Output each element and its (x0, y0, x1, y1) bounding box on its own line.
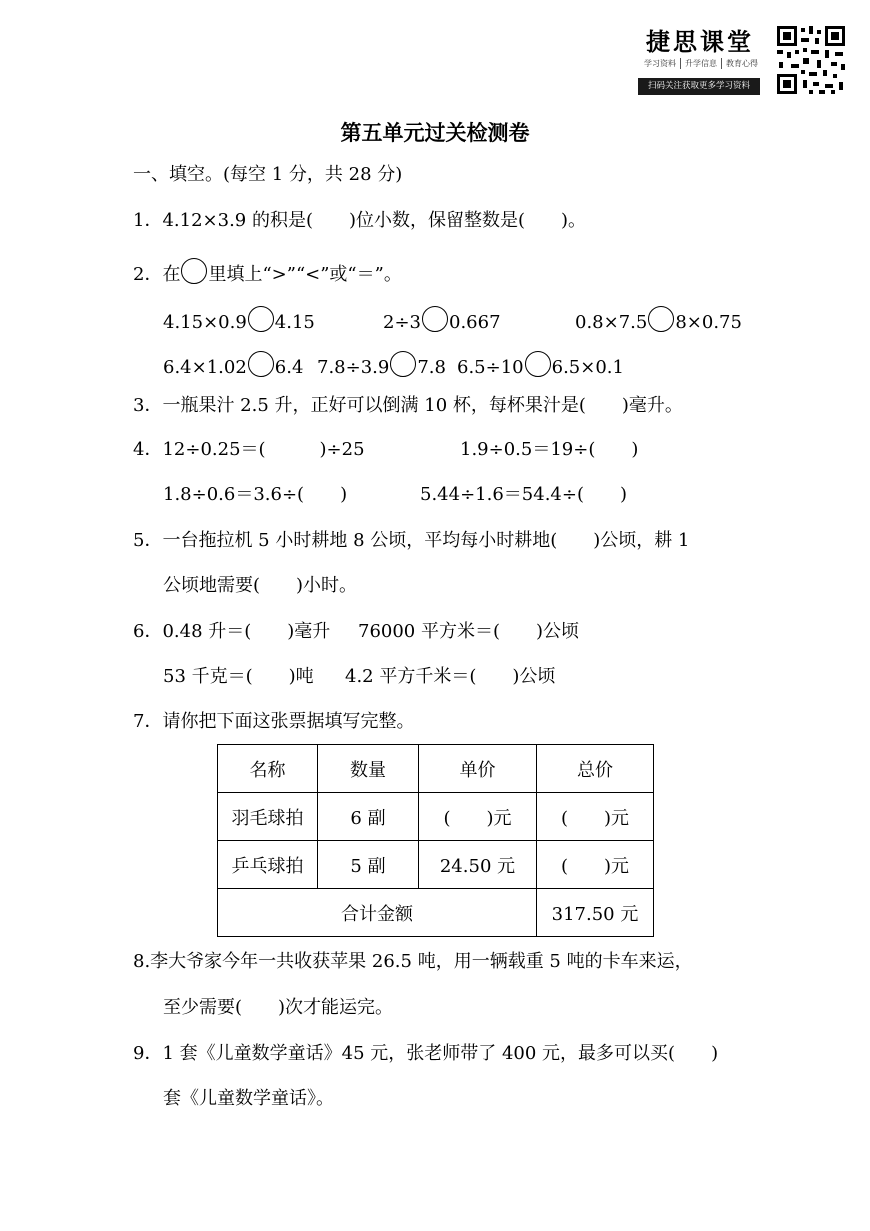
answer-circle-icon[interactable] (525, 351, 551, 377)
table-header: 总价 (537, 745, 654, 793)
q2-compare-6 (457, 351, 624, 379)
question-4d: 5.44÷1.6＝54.4÷( ) (420, 484, 627, 505)
table-header: 名称 (218, 745, 318, 793)
table-row (218, 841, 654, 889)
question-8b: 至少需要( )次才能运完。 (163, 997, 394, 1018)
table-header: 单价 (419, 745, 537, 793)
question-6b: 76000 平方米＝( )公顷 (358, 621, 580, 642)
q2-stem-end: 里填上“>”“<”或“＝”。 (208, 264, 402, 285)
question-8a: 8.李大爷家今年一共收获苹果 26.5 吨，用一辆载重 5 吨的卡车来运， (133, 951, 693, 972)
question-4b: 1.9÷0.5＝19÷( ) (460, 439, 639, 460)
q2-expr: 8×0.75 (675, 312, 742, 333)
q2-stem-start: 2．在 (133, 264, 181, 285)
table-cell: 6 副 (318, 793, 419, 841)
q2-compare-5 (317, 351, 446, 379)
brand-tag: 教育心得 (721, 58, 762, 69)
answer-cell[interactable]: ( )元 (419, 793, 537, 841)
question-5b: 公顷地需要( )小时。 (163, 575, 358, 596)
question-5a: 5．一台拖拉机 5 小时耕地 8 公顷，平均每小时耕地( )公顷，耕 1 (133, 530, 690, 551)
page-title: 第五单元过关检测卷 (340, 121, 530, 145)
q2-compare-3 (575, 306, 742, 334)
brand-name: 捷思课堂 (646, 27, 754, 56)
table-header: 数量 (318, 745, 419, 793)
q2-expr: 7.8 (417, 357, 446, 378)
q2-expr: 7.8÷3.9 (317, 357, 390, 378)
q2-expr: 4.15 (274, 312, 315, 333)
question-1: 1．4.12×3.9 的积是( )位小数，保留整数是( )。 (133, 210, 587, 231)
question-4a: 4．12÷0.25＝( )÷25 (133, 439, 365, 460)
brand-tag: 升学信息 (680, 58, 721, 69)
receipt-table (217, 744, 654, 937)
table-cell: 24.50 元 (419, 841, 537, 889)
question-4c: 1.8÷0.6＝3.6÷( ) (163, 484, 348, 505)
q2-expr: 0.8×7.5 (575, 312, 648, 333)
question-9b: 套《儿童数学童话》。 (163, 1088, 334, 1109)
answer-circle-icon[interactable] (248, 306, 274, 332)
q2-expr: 2÷3 (383, 312, 421, 333)
q2-compare-1 (163, 306, 315, 334)
q2-expr: 6.4 (274, 357, 304, 378)
total-label: 合计金额 (218, 889, 537, 937)
question-9a: 9．1 套《儿童数学童话》45 元，张老师带了 400 元，最多可以买( ) (133, 1043, 719, 1064)
table-total-row (218, 889, 654, 937)
q2-expr: 6.5×0.1 (551, 357, 624, 378)
table-row (218, 793, 654, 841)
question-6a: 6．0.48 升＝( )毫升 (133, 621, 331, 642)
q2-expr: 0.667 (449, 312, 501, 333)
answer-circle-icon[interactable] (648, 306, 674, 332)
question-6c: 53 千克＝( )吨 (163, 666, 314, 687)
question-7: 7．请你把下面这张票据填写完整。 (133, 711, 415, 732)
question-6d: 4.2 平方千米＝( )公顷 (345, 666, 556, 687)
brand-tag: 学习资料 (644, 59, 676, 68)
brand-tags (640, 58, 762, 69)
q2-expr: 6.5÷10 (457, 357, 524, 378)
brand-banner: 扫码关注获取更多学习资料 (638, 78, 760, 95)
table-cell: 羽毛球拍 (218, 793, 318, 841)
qr-code-icon (775, 24, 847, 96)
table-cell: 5 副 (318, 841, 419, 889)
section-heading: 一、填空。(每空 1 分，共 28 分) (133, 164, 403, 185)
compare-circle-icon (181, 258, 207, 284)
answer-cell[interactable]: ( )元 (537, 841, 654, 889)
answer-cell[interactable]: ( )元 (537, 793, 654, 841)
q2-expr: 4.15×0.9 (163, 312, 247, 333)
q2-compare-2 (383, 306, 501, 334)
table-header-row (218, 745, 654, 793)
answer-circle-icon[interactable] (248, 351, 274, 377)
answer-circle-icon[interactable] (390, 351, 416, 377)
answer-circle-icon[interactable] (422, 306, 448, 332)
total-value: 317.50 元 (537, 889, 654, 937)
question-2-stem (133, 258, 402, 286)
q2-compare-4 (163, 351, 303, 379)
table-cell: 乒乓球拍 (218, 841, 318, 889)
q2-expr: 6.4×1.02 (163, 357, 247, 378)
question-3: 3．一瓶果汁 2.5 升，正好可以倒满 10 杯，每杯果汁是( )毫升。 (133, 395, 683, 416)
